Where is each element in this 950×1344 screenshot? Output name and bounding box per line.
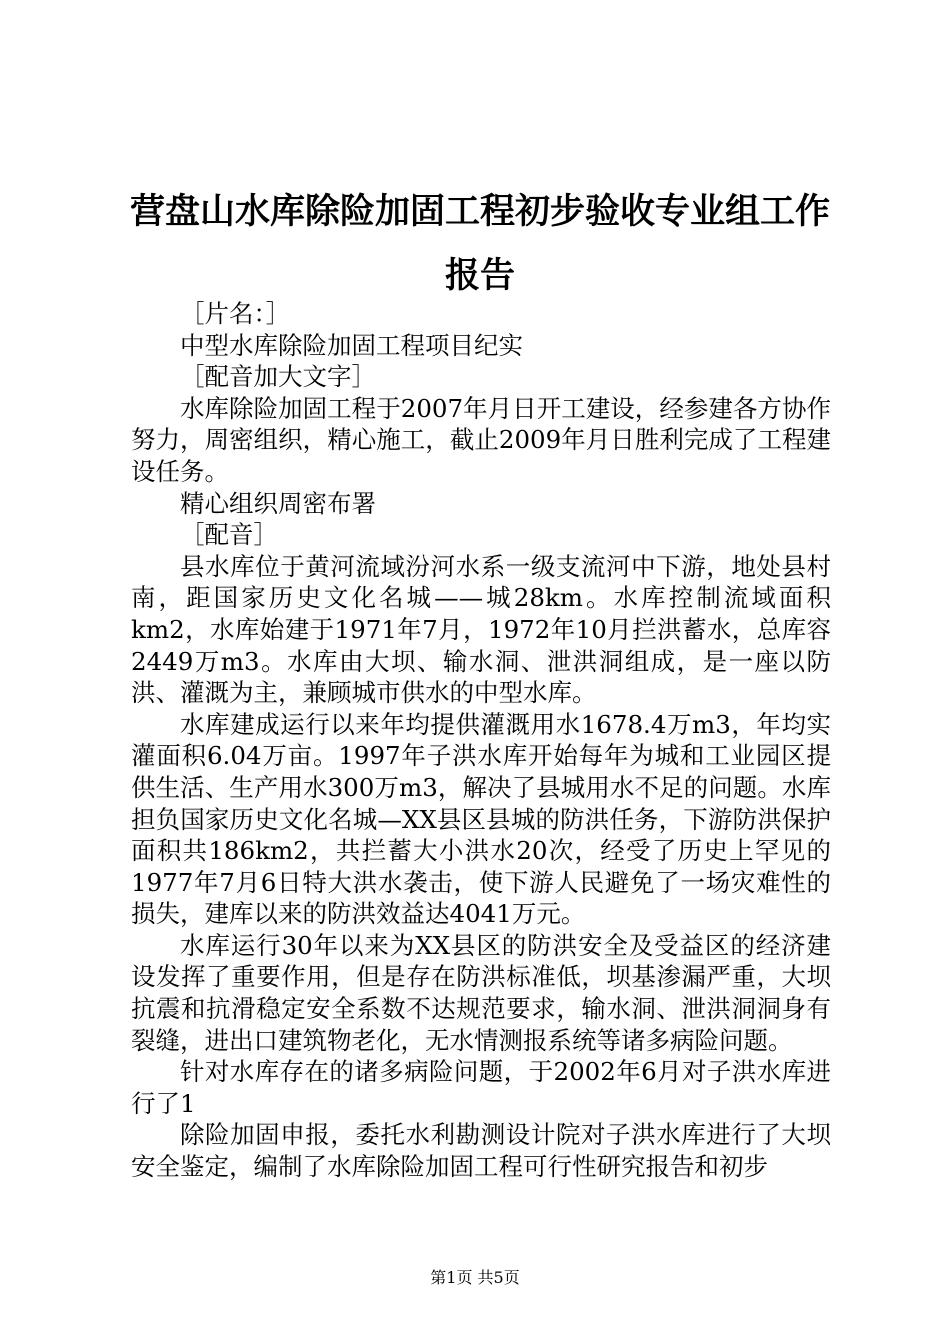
page-footer: 第1页 共5页 xyxy=(430,1268,520,1287)
body-paragraph: 精心组织周密布署 xyxy=(180,488,376,518)
body-paragraph: 县水库位于黄河流域汾河水系一级支流河中下游，地处县村南，距国家历史文化名城——城28km。水库控制流域面积km2，水库始建于1971年7月，1972年10月拦洪蓄水，总库容2449万m3。水库由大坝、输水洞、泄洪洞组成，是一座以防洪、灌溉为主，兼顾城市供水的中型水库。 xyxy=(131,551,831,708)
body-paragraph: 中型水库除险加固工程项目纪实 xyxy=(180,330,523,360)
body-paragraph: 水库运行30年以来为XX县区的防洪安全及受益区的经济建设发挥了重要作用，但是存在防洪标准低，坝基渗漏严重，大坝抗震和抗滑稳定安全系数不达规范要求，输水洞、泄洪洞洞身有裂缝，进出口建筑物老化，无水情测报系统等诸多病险问题。 xyxy=(131,930,831,1055)
body-paragraph: 除险加固申报，委托水利勘测设计院对子洪水库进行了大坝安全鉴定，编制了水库除险加固工程可行性研究报告和初步 xyxy=(131,1120,831,1182)
document-body xyxy=(131,298,831,1183)
body-paragraph: ［片名：］ xyxy=(180,299,291,328)
body-paragraph: 水库除险加固工程于2007年月日开工建设，经参建各方协作努力，周密组织，精心施工，截止2009年月日胜利完成了工程建设任务。 xyxy=(131,393,831,486)
body-paragraph: 水库建成运行以来年均提供灌溉用水1678.4万m3，年均实灌面积6.04万亩。1997年子洪水库开始每年为城和工业园区提供生活、生产用水300万m3，解决了县城用水不足的问题。水库担负国家历史文化名城—XX县区县城的防洪任务，下游防洪保护面积共186km2，共拦蓄大小洪水20次，经受了历史上罕见的1977年7月6日特大洪水袭击，使下游人民避免了一场灾难性的损失，建库以来的防洪效益达4041万元。 xyxy=(131,709,831,929)
body-paragraph: ［配音加大文字］ xyxy=(180,362,376,392)
body-paragraph: 针对水库存在的诸多病险问题，于2002年6月对子洪水库进行了1 xyxy=(131,1057,831,1118)
body-paragraph: ［配音］ xyxy=(180,520,278,550)
document-title: 营盘山水库除险加固工程初步验收专业组工作报告 xyxy=(129,191,830,296)
